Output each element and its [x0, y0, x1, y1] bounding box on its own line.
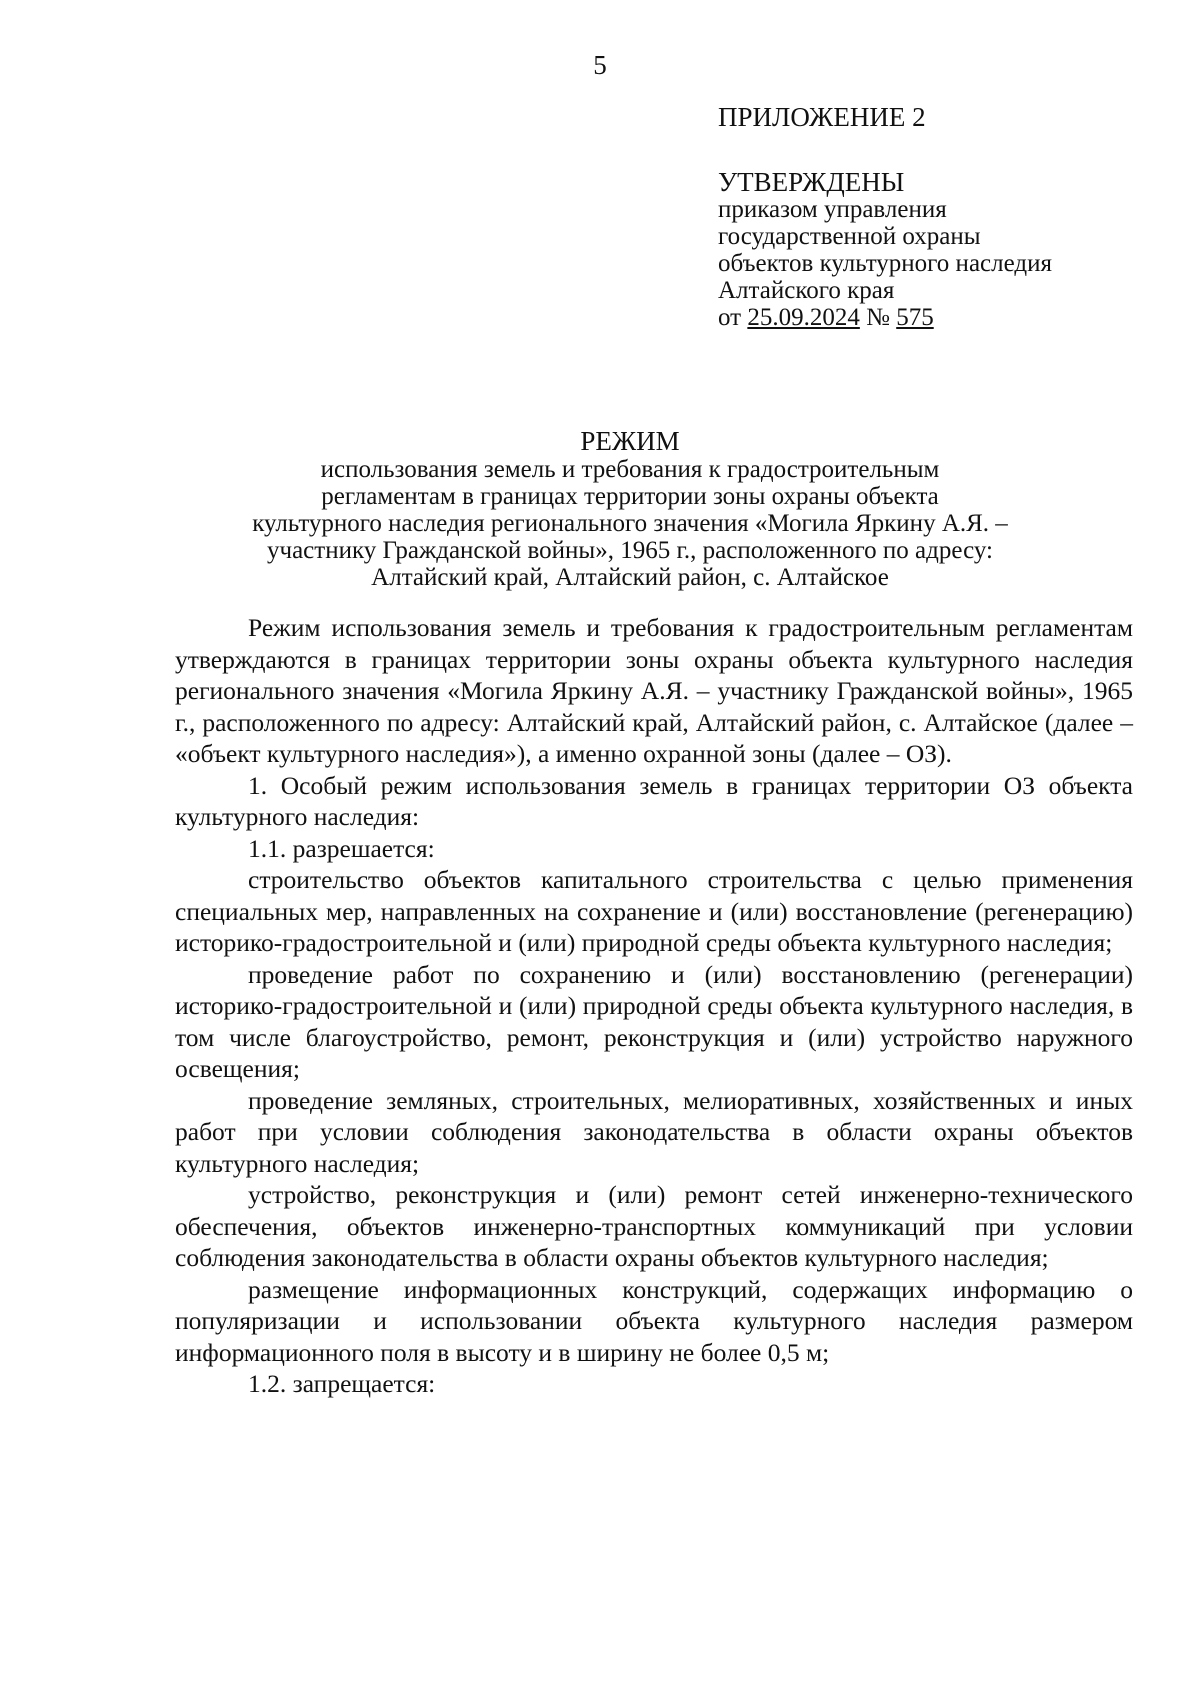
title-line: участнику Гражданской войны», 1965 г., расположенного по адресу:: [267, 537, 993, 564]
approved-label: УТВЕРЖДЕНЫ: [718, 167, 905, 197]
title-line: регламентам в границах территории зоны охраны объекта: [321, 483, 939, 510]
paragraph-allowed-heading: 1.1. разрешается:: [248, 833, 435, 863]
paragraph-allowed-item: устройство, реконструкция и (или) ремонт сетей инженерно-технического обеспечения, объектов инженерно-транспортных коммуникаций при условии соблюдения законодательства в области охраны объектов культурного наследия;: [175, 1180, 1133, 1272]
approval-line: приказом управления: [718, 196, 947, 223]
approval-date: 25.09.2024: [747, 304, 860, 331]
title-heading: РЕЖИМ: [580, 426, 680, 456]
title-line: использования земель и требования к градостроительным: [320, 456, 940, 483]
title-line: Алтайский край, Алтайский район, с. Алтайское: [371, 564, 889, 591]
paragraph-allowed-item: строительство объектов капитального строительства с целью применения специальных мер, направленных на сохранение и (или) восстановление (регенерацию) историко-градостроительной и (или) природной среды объекта культурного наследия;: [175, 865, 1133, 957]
paragraph-allowed-item: проведение земляных, строительных, мелиоративных, хозяйственных и иных работ при условии соблюдения законодательства в области охраны объектов культурного наследия;: [175, 1085, 1133, 1178]
appendix-label: ПРИЛОЖЕНИЕ 2: [718, 102, 926, 132]
paragraph-intro: Режим использования земель и требования к градостроительным регламентам утверждаются в границах территории зоны охраны объекта культурного наследия регионального значения «Могила Яркину А.Я. – участнику Гражданской войны», 1965 г., расположенного по адресу: Алтайский край, Алтайский район, с. Алтайское (далее – «объект культурного наследия»), а именно охранной зоны (далее – ОЗ).: [175, 613, 1133, 768]
document-body: [175, 612, 1133, 1400]
paragraph-forbidden-heading: 1.2. запрещается:: [248, 1369, 436, 1398]
paragraph-section-1: 1. Особый режим использования земель в границах территории ОЗ объекта культурного наследия:: [175, 770, 1133, 831]
page-number: 5: [593, 50, 607, 80]
approval-line: Алтайского края: [718, 277, 895, 304]
number-sign: №: [866, 304, 890, 331]
paragraph-allowed-item: проведение работ по сохранению и (или) восстановлению (регенерации) историко-градостроительной и (или) природной среды объекта культурного наследия, в том числе благоустройство, ремонт, реконструкция и (или) устройство наружного освещения;: [175, 959, 1133, 1083]
approval-line: государственной охраны: [718, 223, 981, 250]
approval-line: объектов культурного наследия: [718, 250, 1052, 277]
date-prefix: от: [718, 304, 742, 331]
approval-block: [718, 104, 1158, 331]
approval-number: 575: [896, 304, 934, 331]
title-line: культурного наследия регионального значения «Могила Яркину А.Я. –: [252, 510, 1008, 537]
document-title: [200, 426, 1060, 591]
approval-date-line: [718, 304, 1158, 331]
paragraph-allowed-item: размещение информационных конструкций, содержащих информацию о популяризации и использовании объекта культурного наследия размером информационного поля в высоту и в ширину не более 0,5 м;: [175, 1274, 1133, 1367]
